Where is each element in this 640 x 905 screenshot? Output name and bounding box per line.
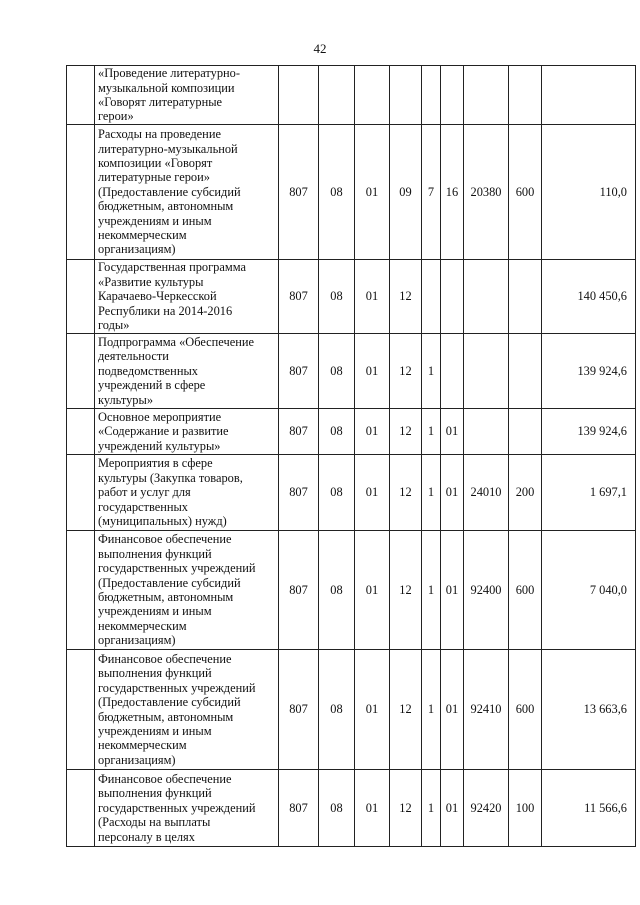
event-code bbox=[441, 260, 464, 334]
expense-type-code: 600 bbox=[509, 650, 542, 770]
event-code: 01 bbox=[441, 531, 464, 650]
index-cell bbox=[67, 770, 95, 847]
expense-type-code bbox=[509, 260, 542, 334]
event-code: 01 bbox=[441, 770, 464, 847]
ministry-code: 807 bbox=[279, 770, 319, 847]
section-code: 08 bbox=[319, 125, 355, 260]
section-code: 08 bbox=[319, 531, 355, 650]
event-code: 16 bbox=[441, 125, 464, 260]
direction-code: 92400 bbox=[464, 531, 509, 650]
table-row bbox=[67, 409, 636, 455]
row-name: Мероприятия в сфере культуры (Закупка товаров, работ и услуг для государственных (муниципальных) нужд) bbox=[95, 455, 279, 531]
table-row bbox=[67, 125, 636, 260]
amount-cell: 7 040,0 bbox=[542, 531, 636, 650]
subsection-code bbox=[355, 66, 390, 125]
row-name: Подпрограмма «Обеспечение деятельности подведомственных учреждений в сфере культуры» bbox=[95, 334, 279, 409]
amount-cell: 140 450,6 bbox=[542, 260, 636, 334]
row-name: Финансовое обеспечение выполнения функций государственных учреждений (Предоставление субсидий бюджетным, автономным учреждениям и иным некоммерческим организациям) bbox=[95, 531, 279, 650]
expense-type-code: 100 bbox=[509, 770, 542, 847]
row-name: Государственная программа «Развитие культуры Карачаево-Черкесской Республики на 2014-2016 годы» bbox=[95, 260, 279, 334]
ministry-code: 807 bbox=[279, 409, 319, 455]
section-code: 08 bbox=[319, 334, 355, 409]
expense-type-code: 600 bbox=[509, 125, 542, 260]
direction-code: 92410 bbox=[464, 650, 509, 770]
amount-cell: 139 924,6 bbox=[542, 334, 636, 409]
row-name: «Проведение литературно- музыкальной композиции «Говорят литературные герои» bbox=[95, 66, 279, 125]
direction-code: 20380 bbox=[464, 125, 509, 260]
expense-type-code bbox=[509, 66, 542, 125]
direction-code bbox=[464, 66, 509, 125]
expense-type-code bbox=[509, 334, 542, 409]
event-code: 01 bbox=[441, 409, 464, 455]
expense-type-code bbox=[509, 409, 542, 455]
subprogram-code: 1 bbox=[422, 770, 441, 847]
index-cell bbox=[67, 650, 95, 770]
table-row bbox=[67, 334, 636, 409]
event-code bbox=[441, 66, 464, 125]
program-code: 12 bbox=[390, 260, 422, 334]
amount-cell bbox=[542, 66, 636, 125]
amount-cell: 139 924,6 bbox=[542, 409, 636, 455]
subsection-code: 01 bbox=[355, 409, 390, 455]
index-cell bbox=[67, 531, 95, 650]
amount-cell: 13 663,6 bbox=[542, 650, 636, 770]
subprogram-code: 1 bbox=[422, 409, 441, 455]
section-code: 08 bbox=[319, 770, 355, 847]
index-cell bbox=[67, 66, 95, 125]
event-code: 01 bbox=[441, 650, 464, 770]
row-name: Расходы на проведение литературно-музыкальной композиции «Говорят литературные герои» (Предоставление субсидий бюджетным, автономным учреждениям и иным некоммерческим организациям) bbox=[95, 125, 279, 260]
program-code: 12 bbox=[390, 455, 422, 531]
row-name: Финансовое обеспечение выполнения функций государственных учреждений (Предоставление субсидий бюджетным, автономным учреждениям и иным некоммерческим организациям) bbox=[95, 650, 279, 770]
subsection-code: 01 bbox=[355, 531, 390, 650]
index-cell bbox=[67, 125, 95, 260]
subsection-code: 01 bbox=[355, 260, 390, 334]
subsection-code: 01 bbox=[355, 650, 390, 770]
ministry-code: 807 bbox=[279, 334, 319, 409]
table-row bbox=[67, 531, 636, 650]
program-code bbox=[390, 66, 422, 125]
row-name: Финансовое обеспечение выполнения функций государственных учреждений (Расходы на выплаты персоналу в целях bbox=[95, 770, 279, 847]
direction-code bbox=[464, 260, 509, 334]
subprogram-code: 1 bbox=[422, 334, 441, 409]
expense-type-code: 600 bbox=[509, 531, 542, 650]
expense-type-code: 200 bbox=[509, 455, 542, 531]
program-code: 09 bbox=[390, 125, 422, 260]
subprogram-code: 1 bbox=[422, 650, 441, 770]
subsection-code: 01 bbox=[355, 334, 390, 409]
subsection-code: 01 bbox=[355, 770, 390, 847]
ministry-code bbox=[279, 66, 319, 125]
ministry-code: 807 bbox=[279, 260, 319, 334]
subprogram-code bbox=[422, 66, 441, 125]
index-cell bbox=[67, 260, 95, 334]
budget-table bbox=[66, 65, 636, 847]
section-code bbox=[319, 66, 355, 125]
page-number: 42 bbox=[313, 41, 327, 56]
index-cell bbox=[67, 409, 95, 455]
subsection-code: 01 bbox=[355, 455, 390, 531]
direction-code bbox=[464, 409, 509, 455]
table-row bbox=[67, 260, 636, 334]
subsection-code: 01 bbox=[355, 125, 390, 260]
ministry-code: 807 bbox=[279, 455, 319, 531]
table-row bbox=[67, 650, 636, 770]
section-code: 08 bbox=[319, 260, 355, 334]
section-code: 08 bbox=[319, 650, 355, 770]
event-code: 01 bbox=[441, 455, 464, 531]
table-row bbox=[67, 455, 636, 531]
direction-code: 24010 bbox=[464, 455, 509, 531]
ministry-code: 807 bbox=[279, 650, 319, 770]
subprogram-code: 1 bbox=[422, 531, 441, 650]
table-row bbox=[67, 66, 636, 125]
program-code: 12 bbox=[390, 334, 422, 409]
table-row bbox=[67, 770, 636, 847]
section-code: 08 bbox=[319, 455, 355, 531]
program-code: 12 bbox=[390, 409, 422, 455]
subprogram-code: 1 bbox=[422, 455, 441, 531]
amount-cell: 1 697,1 bbox=[542, 455, 636, 531]
amount-cell: 11 566,6 bbox=[542, 770, 636, 847]
program-code: 12 bbox=[390, 650, 422, 770]
section-code: 08 bbox=[319, 409, 355, 455]
index-cell bbox=[67, 334, 95, 409]
direction-code: 92420 bbox=[464, 770, 509, 847]
event-code bbox=[441, 334, 464, 409]
row-name: Основное мероприятие «Содержание и развитие учреждений культуры» bbox=[95, 409, 279, 455]
subprogram-code bbox=[422, 260, 441, 334]
ministry-code: 807 bbox=[279, 125, 319, 260]
direction-code bbox=[464, 334, 509, 409]
subprogram-code: 7 bbox=[422, 125, 441, 260]
amount-cell: 110,0 bbox=[542, 125, 636, 260]
ministry-code: 807 bbox=[279, 531, 319, 650]
program-code: 12 bbox=[390, 531, 422, 650]
index-cell bbox=[67, 455, 95, 531]
program-code: 12 bbox=[390, 770, 422, 847]
